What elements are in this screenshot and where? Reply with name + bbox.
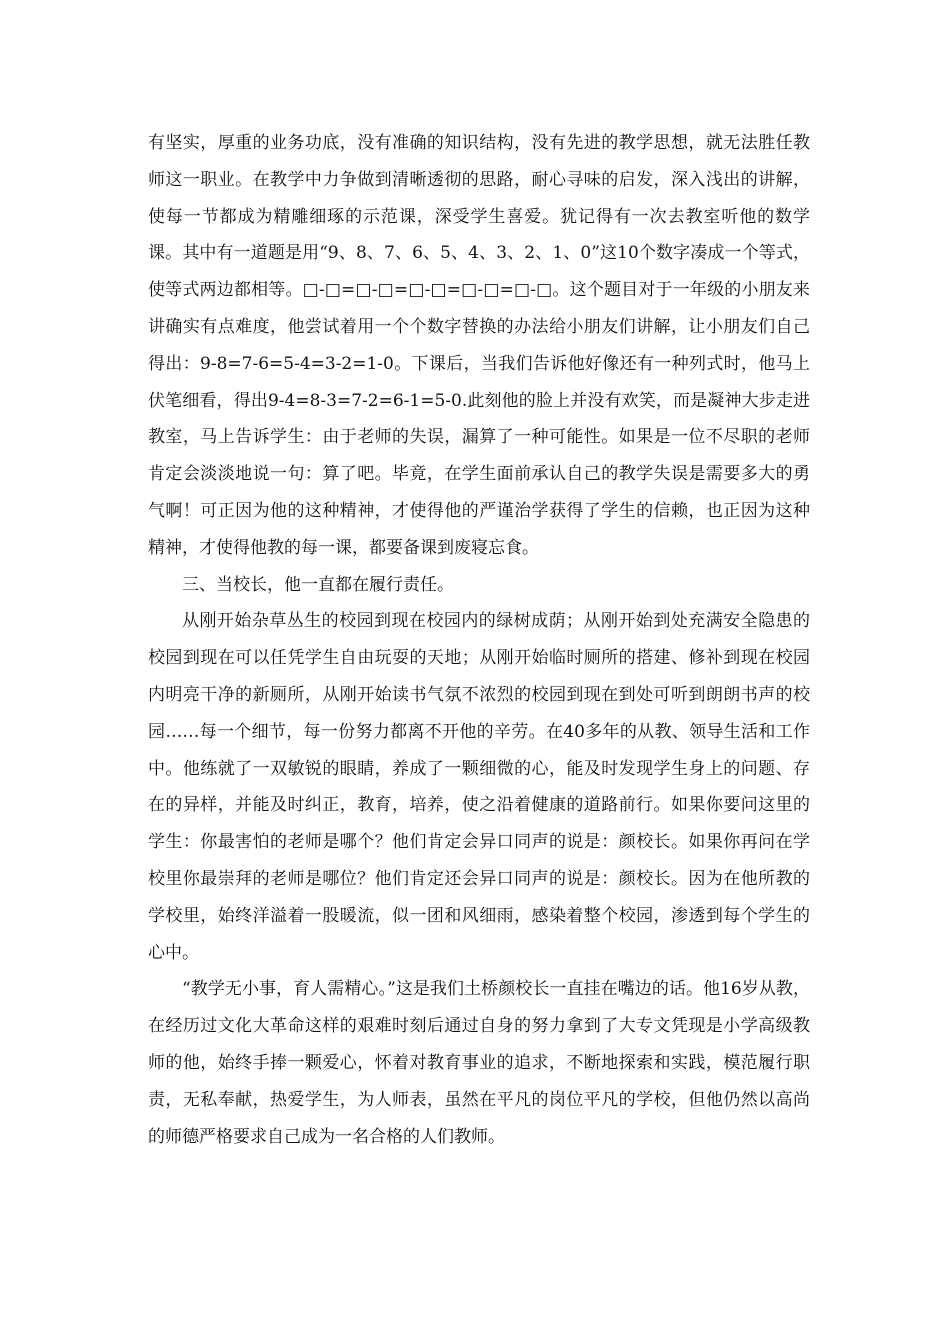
- paragraph-teaching-motto: “教学无小事，育人需精心。”这是我们土桥颜校长一直挂在嘴边的话。他16岁从教，在经历过文化大革命这样的艰难时刻后通过自身的努力拿到了大专文凭现是小学高级教师的他，始终手捧一颗爱心，怀着对教育事业的追求，不断地探索和实践，模范履行职责，无私奉献，热爱学生，为人师表，虽然在平凡的岗位平凡的学校，但他仍然以高尚的师德严格要求自己成为一名合格的人们教师。: [148, 979, 810, 1147]
- document-page: [148, 125, 810, 1155]
- paragraph-continued: 有坚实，厚重的业务功底，没有准确的知识结构，没有先进的教学思想，就无法胜任教师这一职业。在教学中力争做到清晰透彻的思路，耐心寻味的启发，深入浅出的讲解，使每一节都成为精雕细琢的示范课，深受学生喜爱。犹记得有一次去教室听他的数学课。其中有一道题是用“9、8、7、6、5、4、3、2、1、0”这10个数字凑成一个等式，使等式两边都相等。□-□=□-□=□-□=□-□=□-□。这个题目对于一年级的小朋友来讲确实有点难度，他尝试着用一个个数字替换的办法给小朋友们讲解，让小朋友们自己得出：9-8=7-6=5-4=3-2=1-0。下课后，当我们告诉他好像还有一种列式时，他马上伏笔细看，得出9-4=8-3=7-2=6-1=5-0.此刻他的脸上并没有欢笑，而是凝神大步走进教室，马上告诉学生：由于老师的失误，漏算了一种可能性。如果是一位不尽职的老师肯定会淡淡地说一句：算了吧。毕竟，在学生面前承认自己的教学失误是需要多大的勇气啊！可正因为他的这种精神，才使得他的严谨治学获得了学生的信赖，也正因为这种精神，才使得他教的每一课，都要备课到废寝忘食。: [148, 133, 810, 558]
- paragraph-campus-changes: 从刚开始杂草丛生的校园到现在校园内的绿树成荫；从刚开始到处充满安全隐患的校园到现在可以任凭学生自由玩耍的天地；从刚开始临时厕所的搭建、修补到现在校园内明亮干净的新厕所，从刚开始读书气氛不浓烈的校园到现在到处可听到朗朗书声的校园……每一个细节，每一份努力都离不开他的辛劳。在40多年的从教、领导生活和工作中。他练就了一双敏锐的眼睛，养成了一颗细微的心，能及时发现学生身上的问题、存在的异样，并能及时纠正，教育，培养，使之沿着健康的道路前行。如果你要问这里的学生：你最害怕的老师是哪个？他们肯定会异口同声的说是：颜校长。如果你再问在学校里你最崇拜的老师是哪位？他们肯定还会异口同声的说是：颜校长。因为在他所教的学校里，始终洋溢着一股暖流，似一团和风细雨，感染着整个校园，渗透到每个学生的心中。: [148, 611, 810, 963]
- section-heading-three: 三、当校长，他一直都在履行责任。: [182, 574, 454, 595]
